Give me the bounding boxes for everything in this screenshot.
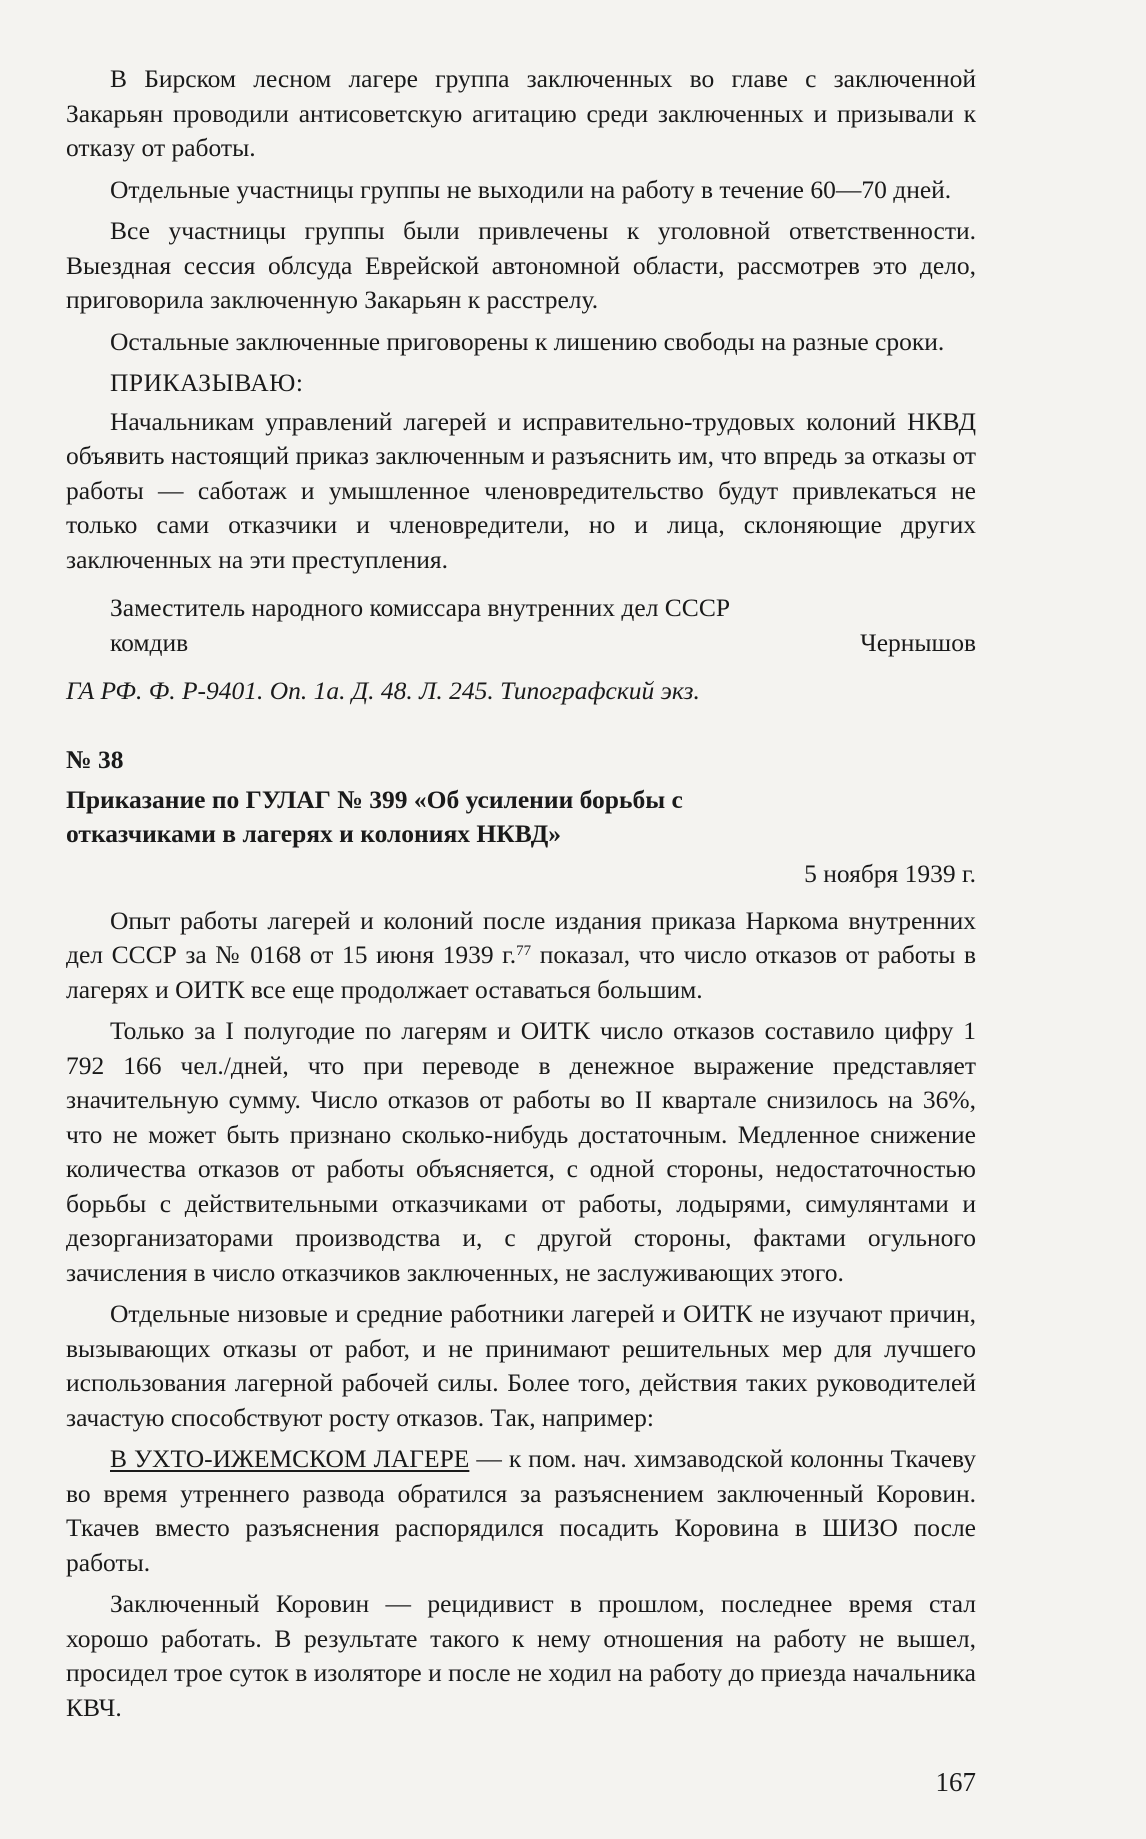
- paragraph: Заключенный Коровин — рецидивист в прошлом, последнее время стал хорошо работать. В результате такого к нему отношения на работу не вышел, просидел трое суток в изоляторе и после не ходил на работу до приезда начальника КВЧ.: [66, 1589, 976, 1722]
- text: Опыт работы лагерей и колоний после издания приказа Наркома внутренних дел СССР за № 0168 от 15 июня 1939 г.: [66, 905, 976, 969]
- signature-row: [66, 626, 976, 661]
- signature-title: Заместитель народного комиссара внутренних дел СССР: [110, 593, 731, 622]
- document-title: Приказание по ГУЛАГ № 399 «Об усилении борьбы с отказчиками в лагерях и колониях НКВД»: [66, 785, 683, 848]
- document-page: [66, 0, 976, 1839]
- text: — к пом. нач. химзаводской колонны Ткачеву во время утреннего развода обратился за разъяснением заключенный Коровин. Ткачев вместо разъяснения распорядился посадить Коровина в ШИЗО после работы.: [66, 1444, 976, 1577]
- footnote-ref: 77: [516, 943, 532, 959]
- document-number: № 38: [66, 744, 124, 774]
- order-paragraph: Начальникам управлений лагерей и исправительно-трудовых колоний НКВД объявить настоящий приказ заключенным и разъяснить им, что впредь за отказы от работы — саботаж и умышленное членовредительство будут привлекаться не только сами отказчики и членовредители, но и лица, склоняющие других заключенных на эти преступления.: [66, 406, 976, 574]
- order-word: ПРИКАЗЫВАЮ:: [110, 368, 304, 397]
- signature-rank: комдив: [110, 627, 189, 657]
- paragraph: В Бирском лесном лагере группа заключенных во главе с заключенной Закарьян проводили антисоветскую агитацию среди заключенных и призывали к отказу от работы.: [66, 64, 976, 162]
- paragraph: Только за I полугодие по лагерям и ОИТК число отказов составило цифру 1 792 166 чел./дней, что при переводе в денежное выражение представляет значительную сумму. Число отказов от работы во II квартале снизилось на 36%, что не может быть признано сколько-нибудь достаточным. Медленное снижение количества отказов от работы объясняется, с одной стороны, недостаточностью борьбы с действительными отказчиками от работы, лодырями, симулянтами и дезорганизаторами производства и, с другой стороны, фактами огульного зачисления в число отказчиков заключенных, не заслуживающих этого.: [66, 1016, 976, 1287]
- page-number: 167: [935, 1767, 976, 1797]
- paragraph: Отдельные низовые и средние работники лагерей и ОИТК не изучают причин, вызывающих отказы от работ, и не принимают решительных мер для лучшего использования лагерной рабочей силы. Более того, действия таких руководителей зачастую способствуют росту отказов. Так, например:: [66, 1299, 976, 1432]
- paragraph: [66, 904, 976, 1008]
- signature-name: Чернышов: [860, 627, 976, 657]
- paragraph: Остальные заключенные приговорены к лишению свободы на разные сроки.: [110, 326, 945, 356]
- text: показал, что число отказов от работы в лагерях и ОИТК все еще продолжает оставаться большим.: [66, 940, 976, 1004]
- archive-source: ГА РФ. Ф. Р-9401. Оп. 1а. Д. 48. Л. 245. Типографский экз.: [66, 676, 700, 705]
- camp-heading: В УХТО-ИЖЕМСКОМ ЛАГЕРЕ: [110, 1444, 470, 1473]
- document-date: 5 ноября 1939 г.: [804, 859, 976, 888]
- paragraph: Отдельные участницы группы не выходили на работу в течение 60—70 дней.: [110, 174, 952, 204]
- paragraph: [66, 1442, 976, 1580]
- paragraph: Все участницы группы были привлечены к уголовной ответственности. Выездная сессия облсуда Еврейской автономной области, рассмотрев это дело, приговорила заключенную Закарьян к расстрелу.: [66, 216, 976, 314]
